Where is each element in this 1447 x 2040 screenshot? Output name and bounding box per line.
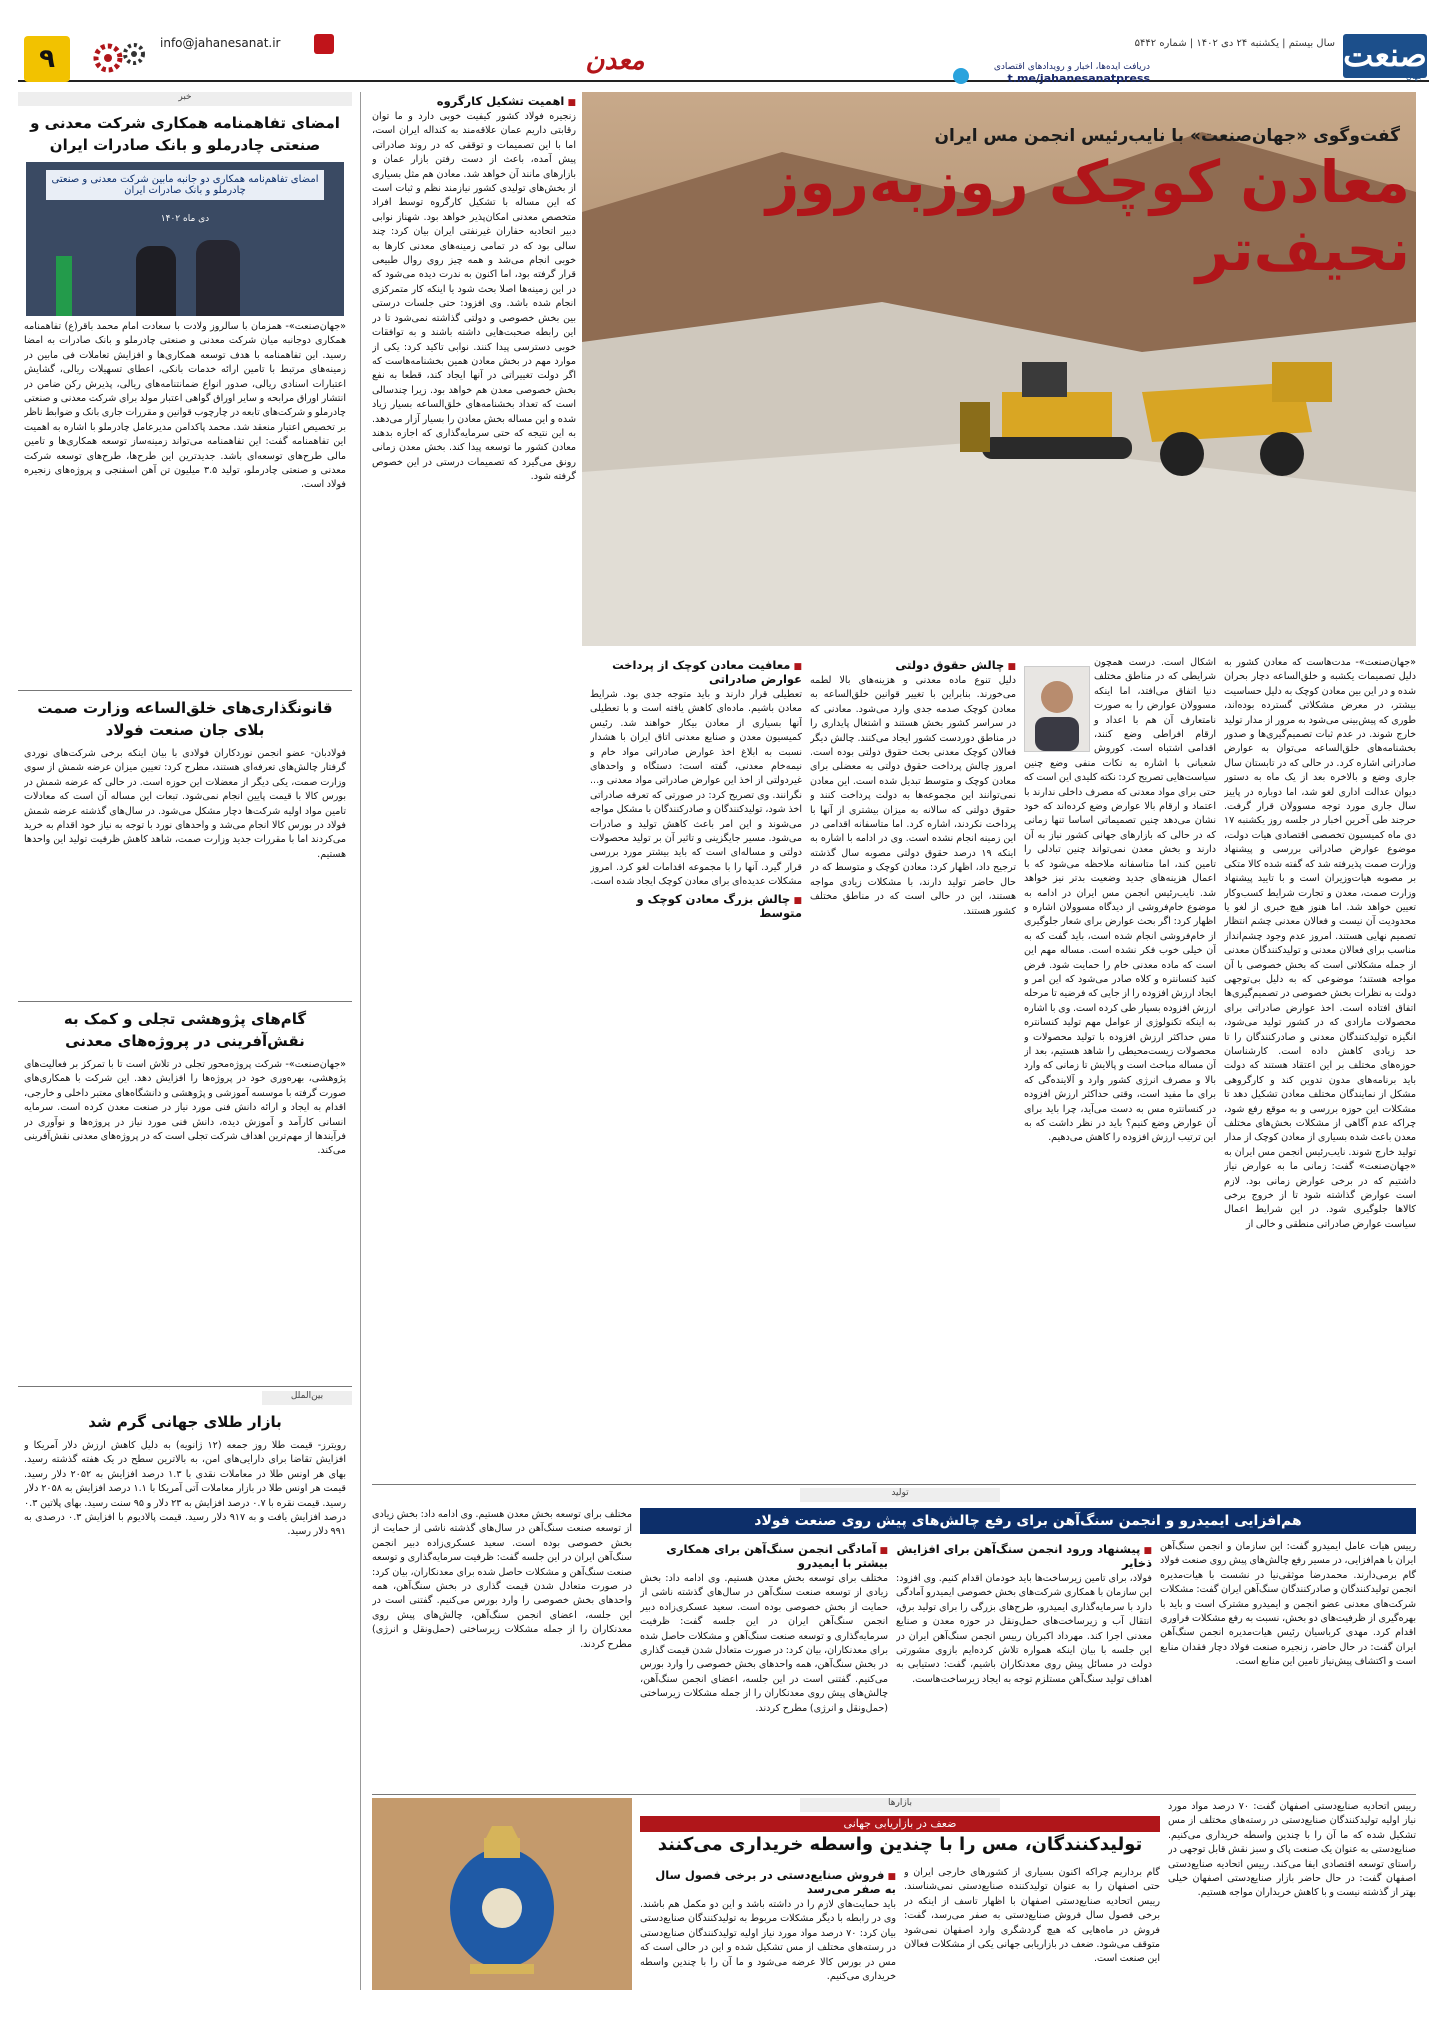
interviewee-portrait <box>1024 666 1090 752</box>
story2-text-c: باید حمایت‌های لازم را در داشته باشد و این دو مکمل هم باشند. وی در رابطه با دیگر مشکلات مربوط به تولیدکنندگان صنایع‌دستی بیان کرد: ۷۰ درصد مواد مورد نیاز اولیه تولیدکنندگان صنایع‌دستی در رسته‌های مختلف از مس تشکیل شده و این در حالی است که مس در بورس کالا عرضه می‌شود و ما آن را با چندین واسطه خریداری می‌کنیم. <box>640 1899 896 1983</box>
article-col-5 <box>372 92 576 1476</box>
story1-sub1: ■ پیشنهاد ورود انجمن سنگ‌آهن برای افزایش ذخایر <box>896 1542 1152 1570</box>
person-icon <box>1025 667 1089 751</box>
masthead <box>18 18 1429 82</box>
article-text-1: «جهان‌صنعت»- مدت‌هاست که معادن کشور به دلیل تصمیمات یکشبه و خلق‌الساعه دچار بحران شده و در این بین معادن کوچک به دلیل حساسیت بیشتر، در معرض مشکلاتی گسترده بوده‌اند، طوری که پیش‌بینی می‌شود به مرور از مدار تولید خارج شوند. در عدم ثبات تصمیم‌گیری‌ها و صدور بخشنامه‌های خلق‌الساعه می‌توان به عوارض صادراتی اشاره کرد. در حالی که در تابستان سال جاری وضع و بالاخره بعد از یک ماه به دستور دیوان عدالت اداری لغو شد، اما دوباره در پاییز سال جاری مورد توجه مسوولان قرار گرفت. حرجند طی آخرین اخبار در جلسه روز یکشنبه ۱۷ دی ماه کمیسیون تخصصی اقتصادی هیات دولت، موضوع عوارض صادراتی بررسی و پیشنهاد وزارت صمت پذیرفته شد که گفته شده کالا متکی بر مصوبه هیات‌وزیران است و با تایید پیشنهاد وزارت صمت، معدن و تجارت شرایط کسب‌وکار تعیین خواهد شد. اما هنوز هیچ خبری از لغو یا محدودیت آن نیست و فعالان معدنی چشم انتظار تصمیم نهایی هستند. امروز عدم وجود چشم‌انداز مناسب برای فعالان معدنی و تولیدکنندگان معدنی از جمله مشکلاتی است که بخش خصوصی با آن مواجه هستند؛ موضوعی که به دلیل بی‌توجهی دولت به نظرات بخش خصوصی در تصمیم‌گیری‌ها اتفاق افتاده است. اخذ عوارض صادراتی برای محصولات مازادی که در کشور تولید می‌شود، انگیزه تولیدکنندگان معدنی و صادرکنندگان را تا حد زیادی کاهش داده است. کارشناسان حوزه‌های مختلف بر این اعتقاد هستند که دولت باید برنامه‌های مدون تدوین کند و کارگروهی مشکل از نمایندگان مختلف معادن تشکیل دهد تا مشکلات این حوزه بررسی و به موقع رفع شود، چراکه عدم آگاهی از مشکلات بخش‌های مختلف معدن باعث شده بسیاری از معادن کوچک از مدار تولید خارج شوند. نایب‌رئیس انجمن مس ایران به «جهان‌صنعت» گفت: زمانی ما به عوارض نیاز داشتیم که در برخی عوارض زمانی بود. لازم است عوارض گذاشته شود تا از خروج برخی کالاها جلوگیری شود. در این شرایط اعمال سیاست عوارض صادراتی منطقی و خالی از <box>1224 657 1416 1230</box>
tag-markets: بازارها <box>800 1798 1000 1812</box>
story1-col-2 <box>896 1540 1152 1790</box>
ceremony-photo <box>26 162 344 316</box>
story1-headline[interactable]: هم‌افزایی ایمیدرو و انجمن سنگ‌آهن برای رفع چالش‌های پیش روی صنعت فولاد <box>640 1508 1416 1534</box>
hero-kicker: گفت‌وگوی «جهان‌صنعت» با نایب‌رئیس انجمن مس ایران <box>934 126 1400 146</box>
logo-sub: جهان <box>1406 72 1423 81</box>
subhead-export: ■ معافیت معادن کوچک از پرداخت عوارض صادراتی <box>590 658 802 686</box>
subhead-group: ■ اهمیت تشکیل کارگروه <box>372 94 576 108</box>
flag-icon <box>56 256 72 316</box>
sidebar-headline-3[interactable]: گام‌های پژوهشی تجلی و کمک به نقش‌آفرینی در پروژه‌های معدنی <box>63 1010 307 1050</box>
telegram-url[interactable]: t.me/jahanesanatpress <box>1007 72 1150 85</box>
story2-col-1 <box>1168 1800 1416 1990</box>
column-rule <box>360 92 361 1990</box>
story1-col-4 <box>372 1508 632 1790</box>
banner-text: امضای تفاهم‌نامه همکاری دو جانبه مابین شرکت معدنی و صنعتی چادرملو و بانک صادرات ایران <box>46 170 324 200</box>
article-text-3: دلیل تنوع ماده معدنی و هزینه‌های بالا لطمه می‌خورند. بنابراین با تغییر قوانین خلق‌الساعه به معادن کوچک صدمه جدی وارد می‌شود. معادنی که در سراسر کشور بخش هستند و اشتغال پایداری را در مناطق دوردست کشور ایجاد می‌کنند. چالش دیگر فعالان کوچک معدنی بحث حقوق دولتی بوده است. امروز چالش پرداخت حقوق دولتی به معضلی برای معادن کوچک و متوسط تبدیل شده است. این معادن نمی‌توانند این مجموعه‌ها به دولت پرداخت کنند و حقوق دولتی که سالانه به میزان بیشتری از آنها با پرداخت نکردند، اشاره کرد. اما متاسفانه اقدامی در این زمینه انجام نشده است. وی در ادامه با اشاره به اینکه ۱۹ درصد حقوق دولتی مصوبه سال گذشته ترجیح داد، اظهار کرد: معادن کوچک و متوسط که در حال حاضر تولید دارند، با مشکلات زیادی مواجه هستند، این در حالی است که در مناطق مختلف کشور هستند. <box>810 675 1016 917</box>
article-col-2 <box>1024 656 1216 1476</box>
sidebar-tag-news: خبر <box>18 92 352 106</box>
article-text-5: زنجیره فولاد کشور کیفیت خوبی دارد و ما توان رقابتی داریم عمان علاقه‌مند به کنداله ایران است، اما با این تصمیمات و توقفی که در روند صادراتی پیش آمده، باعث از دست رفتن بازار عمان و بازارهای مانند آن خواهد شد. معادن هم مثل بسیاری از بخش‌های تولیدی کشور نیازمند نظم و ثبات است که این مساله با تشکیل کارگروه توسط افراد متخصص معدنی امکان‌پذیر خواهد بود. شهناز نوابی دبیر اتحادیه حفاران غیرنفتی ایران بیان کرد: چند سالی بود که در تمامی زمینه‌های معدنی کارها به خوبی انجام می‌شد و همه چیز روی روال طبیعی قرار گرفته بود، اما اکنون به ندرت دیده می‌شود که در این زمینه‌ها اصلا بحث شود یا اینکه کار متمرکزی انجام شده باشد. وی افزود: حتی جلسات درستی بین بخش خصوصی و دولتی گذاشته نمی‌شود تا در این رابطه صحبت‌هایی داشته باشند و به توافقات خوبی دسترسی پیدا کنند. نوابی تاکید کرد: یکی از موارد مهم در بخش معادن همین بخشنامه‌هاست که اگر دولت تغییراتی در آنها ایجاد کند، قطعا به نفع بخش خصوصی معدن هم خواهد بود. زیرا چندسالی است که تعداد بخشنامه‌های خلق‌الساعه بسیار زیاد شده و این مساله بخش معادن را بسیار آزار می‌دهد. به این نتیجه که حتی سرمایه‌گذاری که اجازه بدهند معادن کشور ما توسعه پیدا کند. بخش معدن زمانی رونق می‌گیرد که تصمیمات درستی در این خصوص گرفته شود. <box>372 111 576 483</box>
article-col-4 <box>590 656 802 1476</box>
story2-text-a: رییس اتحادیه صنایع‌دستی اصفهان گفت: ۷۰ درصد مواد مورد نیاز اولیه تولید‌کنندگان صنایع‌دستی در رسته‌های مختلف از مس تشکیل شده که ما آن را با چندین واسطه خریداری می‌کنیم. صنایع‌دستی به عنوان یک صنعت پاک و سبز نقش قابل توجهی در راستای توسعه اقتصادی ایفا می‌کند. رییس اتحادیه صنایع‌دستی اصفهان گفت: در حال حاضر بازار صنایع‌دستی اصفهان خیلی بهتر از گذشته نیست و با کاهش خریداران مواجه هستیم. <box>1168 1801 1416 1899</box>
sidebar-tag-intl: بین‌الملل <box>262 1391 352 1405</box>
telegram-block[interactable] <box>970 62 1150 85</box>
story2-headline[interactable]: تولیدکنندگان، مس را با چندین واسطه خریداری می‌کنند <box>657 1834 1143 1855</box>
article-text-2: اشکال است. درست همچون شرایطی که در مناطق مختلف دنیا اتفاق می‌افتد، اما اینکه مسوولان عوارض را به صورت نامتعارف آن هم با اعداد و ارقام افراطی وضع کنند، اقدامی اشتباه است. کوروش شعبانی با اشاره به نکات منفی وضع چنین سیاست‌هایی تصریح کرد: نکته کلیدی این است که حتی برای مواد معدنی که مصرف داخلی ندارند با اعتماد و ارقام بالا عوارض وضع کرده‌اند که خود نشان می‌دهد چنین تصمیماتی اساسا تنها زمانی که در حالی که بازارهای جهانی کشور نیاز به آن دارند و بخش معدن نمی‌تواند چنین تبادلی را تامین کند، اما متاسفانه ملاحظه می‌شود که با اعمال هزینه‌های جدید وضعیت بدتر نیز خواهد شد. نایب‌رئیس انجمن مس ایران در ادامه به موضوع خام‌فروشی از دیدگاه مسوولان اشاره و اظهار کرد: اگر بحث عوارض برای شعار جلوگیری از خام‌فروشی انجام شده است، باید گفت که به آن خیلی خوب فکر نشده است. مساله مهم این است که ماده معدنی خام را حمایت شود. فرض کنید کنسانتره و کلاه صادر می‌شود که این امر و ایجاد ارزش افزوده را از جایی که فرضیه تا مرحله ارزش افزوده بسیار طی کرده است. وی با اشاره به اینکه تکنولوژی از عوامل مهم تولید کنسانتره مس حداکثر ارزش افزوده با تولید محصولات و محصولات زیست‌محیطی را شاهد هستیم، بعد از آن مساله مباحث است و پالایش تا زمانی که وارد بالا و مصرف انرژی کشور وارد و آلاینده‌گی که برای ما مفید است، وقتی حداکثر ارزش افزوده در کنسانتره مس به دست می‌آید، چرا باید برای آن عوارض وضع کنیم؟ باید در نظر داشت که به این ترتیب ارزش افزوده را کاهش می‌دهیم. <box>1024 657 1216 1144</box>
article-col-1 <box>1224 656 1416 1476</box>
sidebar-headline-2[interactable]: قانونگذاری‌های خلق‌الساعه وزارت صمت بلای جان صنعت فولاد <box>37 699 333 739</box>
divider <box>18 1386 352 1387</box>
gears-icon <box>90 40 150 76</box>
story2-col-2 <box>904 1866 1160 1990</box>
divider <box>372 1794 1416 1795</box>
divider <box>18 1001 352 1002</box>
telegram-line: دریافت ایده‌ها، اخبار و رویدادهای اقتصادی <box>993 62 1150 72</box>
enamel-vase <box>372 1798 632 1990</box>
page-number: ۹ <box>24 36 70 82</box>
story2-sub1: ■ فروش صنایع‌دستی در برخی فصول سال به صفر می‌رسد <box>640 1868 896 1896</box>
story2-col-3 <box>640 1866 896 1990</box>
article-text-4: تعطیلی قرار دارند و باید متوجه جدی بود. شرایط معادن باشیم. ماده‌ای کاهش یافته است و با تعطیلی آنها بسیاری از معادن بیکار خواهند شد. رئیس کمیسیون معدن و صنایع معدنی اتاق ایران با هشدار نسبت به ابلاغ اخذ عوارض صادراتی مواد خام و نیمه‌خام معدنی، گفته است: دستگاه و واحدهای غیردولتی از اخذ این عوارض صادراتی مواد معدنی و... نگرانند. وی تصریح کرد: در صورتی که تعرفه صادراتی اخذ شود، تولیدکنندگان و صادرکنندگان با مشکل مواجه می‌شوند و این امر باعث کاهش تولید و صادرات می‌شود. مسیر جایگزینی و تاثیر آن بر تولید محصولات دولتی و مساله‌ای است که باید بیشتر مورد بررسی قرار گیرد. آنها را با مجموعه اقدامات لغو کرد. امروز مشکلات عدیده‌ای برای معادن کوچک ایجاد شده است. <box>590 689 802 888</box>
sidebar-headline-1[interactable]: امضای تفاهمنامه همکاری شرکت معدنی و صنعتی چادرملو و بانک صادرات ایران <box>30 114 340 154</box>
sidebar-text-1: «جهان‌صنعت»- همزمان با سالروز ولادت با سعادت امام محمد باقر(ع) تفاهمنامه همکاری دوجانبه میان شرکت معدنی و صنعتی چادرملو و بانک صادرات به امضا رسید. این تفاهمنامه با هدف توسعه همکاری‌ها و افزایش تعاملات فی مابین در زمینه‌های مرتبط با تامین ارائه خدمات بانکی، اعطای تسهیلات ریالی، گشایش اعتبارات اسنادی ریالی، صدور انواع ضمانتنامه‌های ریالی، پذیرش رکن ضامن در انتشار اوراق مرابحه و سایر اوراق گواهی اعتبار مولد برای شرکت معدنی و صنعتی چادرملو و شرکت‌های تابعه در چارچوب قوانین و مقررات جاری بانک و ضوابط ناظر بر تخصیص اعتبار منعقد شد. محمد پاکدامن مدیرعامل چادرملو با اشاره به اهمیت این تفاهمنامه گفت: این تفاهمنامه می‌تواند زمینه‌ساز توسعه همکاری‌ها و تامین مالی طرح‌های توسعه‌ای باشد. جدیدترین این طرح‌ها، طرح‌های توسعه شرکت معدنی و صنعتی چادرملو، تولید ۳.۵ میلیون تن آهن اسفنجی و پروژه‌های زنجیره فولاد است. <box>24 321 346 491</box>
story2-strap: ضعف در بازاریابی جهانی <box>640 1816 1160 1832</box>
person-left <box>136 246 176 316</box>
story1-text-b: فولاد، برای تامین زیرساخت‌ها باید خودمان اقدام کنیم. وی افزود: این سازمان با همکاری شرکت‌های بخش خصوصی ایمیدرو آمادگی دارد با سرمایه‌گذاری ایمیدرو، طرح‌های بزرگی را برای تولید برق، انتقال آب و زیرساخت‌های حمل‌ونقل در حوزه معدن و صنایع معدنی اجرا کند. مهرداد اکبریان رییس انجمن سنگ‌آهن ایران در این جلسه با بیان اینکه همواره تلاش کرده‌ایم بازوی مشورتی دولت در مسائل پیش روی معدنکاران باشیم، گفت: دستیابی به اهداف تولید سنگ‌آهن مستلزم توجه به ایجاد زیرساخت‌هاست. <box>896 1573 1152 1685</box>
sidebar-text-4: رویترز- قیمت طلا روز جمعه (۱۲ ژانویه) به دلیل کاهش ارزش دلار آمریکا و افزایش تقاضا برای دارایی‌های امن، به بالاترین سطح در یک هفته گذشته رسید. بهای هر اونس طلا در معاملات نقدی با ۱.۳ درصد افزایش به ۲۰۵۲ دلار رسید. قیمت هر اونس طلا در بازار معاملات آتی آمریکا با ۱.۱ درصد افزایش به ۲۰۵۸ دلار رسید. قیمت نقره با ۰.۷ درصد افزایش به ۲۳ دلار و ۹۵ سنت رسید. بهای پلاتین ۰.۳ درصد افزایش یافت و به ۹۱۷ دلار رسید. قیمت پالادیوم با افزایش ۰.۳ درصدی به ۹۹۱ دلار رسید. <box>24 1440 346 1538</box>
telegram-icon[interactable] <box>953 68 969 84</box>
issue-line: سال بیستم | یکشنبه ۲۴ دی ۱۴۰۲ | شماره ۵۴۴۲ <box>1134 38 1335 49</box>
story1-sub2: ■ آمادگی انجمن سنگ‌آهن برای همکاری بیشتر با ایمیدرو <box>640 1542 888 1570</box>
vase-photo <box>372 1798 632 1990</box>
sidebar-text-2: فولادبان- عضو انجمن نوردکاران فولادی با بیان اینکه برخی شرکت‌های نوردی گرفتار چالش‌های تعرفه‌ای هستند، مطرح کرد: تعیین میزان عرضه شمش از سوی وزارت صمت، یکی دیگر از معضلات این حوزه است. در حالی که عرضه شمش در بورس کالا با قیمت پایین انجام نمی‌شود. تبعات این مساله آن است که معادلات تامین مواد اولیه شرکت‌ها دچار مشکل می‌شود. در سال‌های گذشته عرضه شمش فولاد در بورس کالا انجام می‌شد و واحدهای نورد با توجه به نیاز خود اقدام به خرید می‌کردند اما با مقررات جدید وزارت صمت، شاهد کاهش ظرفیت تولید این واحدها هستیم. <box>24 748 346 860</box>
divider <box>372 1484 1416 1485</box>
story2-text-b: گام برداریم چراکه اکنون بسیاری از کشورهای خارجی ایران و حتی اصفهان را به عنوان تولیدکننده صنایع‌دستی نمی‌شناسند. رییس اتحادیه صنایع‌دستی اصفهان با اظهار تاسف از اینکه در برخی فصول سال فروش صنایع‌دستی به صفر می‌رسد، گفت: فروش در ماه‌هایی که هیچ گردشگری وارد اصفهان نمی‌شود متوقف می‌شود. ضعف در بازاریابی جهانی یکی از مشکلات فعالان این صنعت است. <box>904 1867 1160 1965</box>
divider <box>18 690 352 691</box>
story1-col-3 <box>640 1540 888 1790</box>
article-col-3 <box>810 656 1016 1476</box>
section-title: معدن <box>585 46 645 76</box>
subhead-big: ■ چالش بزرگ معادن کوچک و متوسط <box>590 892 802 920</box>
story1-text-c2: مختلف برای توسعه بخش معدن هستیم. وی ادامه داد: بخش زیادی از توسعه صنعت سنگ‌آهن در سال‌های گذشته ناشی از حمایت از بخش خصوصی بوده است. سعید عسکری‌زاده دبیر انجمن سنگ‌آهن ایران در این جلسه گفت: ظرفیت سرمایه‌گذاری و توسعه صنعت سنگ‌آهن و مشکلات حاصل شده برای معدنکاران، بیان کرد: در صورت متعادل شدن قیمت گذاری در بخش سنگ‌آهن، همه واحدهای بخش خصوصی را وارد بورس می‌کنیم. گفتنی است در این جلسه، اعضای انجمن سنگ‌آهن، چالش‌های پیش روی معدنکاران را از جمله مشکلات زیرساختی (حمل‌ونقل و انرژی) مطرح کردند. <box>372 1509 632 1650</box>
tag-production: تولید <box>800 1488 1000 1502</box>
sidebar-headline-4[interactable]: بازار طلای جهانی گرم شد <box>88 1413 282 1431</box>
email-link[interactable]: info@jahanesanat.ir <box>160 36 281 50</box>
sidebar <box>18 92 352 1990</box>
person-right <box>196 240 240 316</box>
subhead-price: ■ چالش حقوق دولتی <box>810 658 1016 672</box>
story1-text-a: رییس هیات عامل ایمیدرو گفت: این سازمان و انجمن سنگ‌آهن ایران با هم‌افزایی، در مسیر رفع چالش‌های پیش روی صنعت فولاد گام برمی‌دارند. محمدرضا موثقی‌نیا در نشست با هیات‌مدیره انجمن تولیدکنندگان و صادرکنندگان سنگ‌آهن ایران گفت: مشکلات شرکت‌های معدنی عضو انجمن و ایمیدرو مشترک است و باید با بهره‌گیری از ظرفیت‌های دو بخش، نسبت به رفع مشکلات فراوری اقدام کرد. مهدی کرباسیان رئیس هیات‌مدیره انجمن سنگ‌آهن ایران گفت: در حال حاضر، زنجیره صنعت فولاد دچار فقدان منابع است و اکتشاف پیش‌نیاز تامین این منابع است. <box>1160 1541 1416 1668</box>
story1-col-1 <box>1160 1540 1416 1790</box>
mail-icon <box>314 34 334 54</box>
banner-date: دی ماه ۱۴۰۲ <box>160 214 210 224</box>
sidebar-text-3: «جهان‌صنعت»- شرکت پروژه‌محور تجلی در تلاش است تا با تمرکز بر فعالیت‌های پژوهشی، بهره‌وری خود در پروژه‌ها را افزایش دهد. این شرکت با همکاری‌های صورت گرفته با موسسه آموزشی و پژوهشی و دانشگاه‌های معتبر داخلی و خارجی، اقدام به ایجاد و ارائه دانش فنی مورد نیاز در صنعت معدن کرده است. سرمایه انسانی کارآمد و آموزش دیده، دانش فنی مورد نیاز در پروژه‌ها و نوآوری در فرآیندها از مهم‌ترین اهداف شرکت تجلی است که در پروژه‌های معدنی نقش‌آفرینی می‌کند. <box>24 1059 346 1157</box>
hero-title: معادن کوچک روز‌به‌روز نحیف‌تر <box>766 148 1410 284</box>
logo-text: صنعت <box>1343 36 1427 74</box>
story1-text-c: مختلف برای توسعه بخش معدن هستیم. وی ادامه داد: بخش زیادی از توسعه صنعت سنگ‌آهن در سال‌های گذشته ناشی از حمایت از بخش خصوصی بوده است. سعید عسکری‌زاده دبیر انجمن سنگ‌آهن ایران در این جلسه گفت: ظرفیت سرمایه‌گذاری و توسعه صنعت سنگ‌آهن و مشکلات حاصل شده برای معدنکاران، بیان کرد: در صورت متعادل شدن قیمت گذاری در بخش سنگ‌آهن، همه واحدهای بخش خصوصی را وارد بورس می‌کنیم. گفتنی است در این جلسه، اعضای انجمن سنگ‌آهن، چالش‌های پیش روی معدنکاران را از جمله مشکلات زیرساختی (حمل‌ونقل و انرژی) مطرح کردند. <box>640 1573 888 1714</box>
